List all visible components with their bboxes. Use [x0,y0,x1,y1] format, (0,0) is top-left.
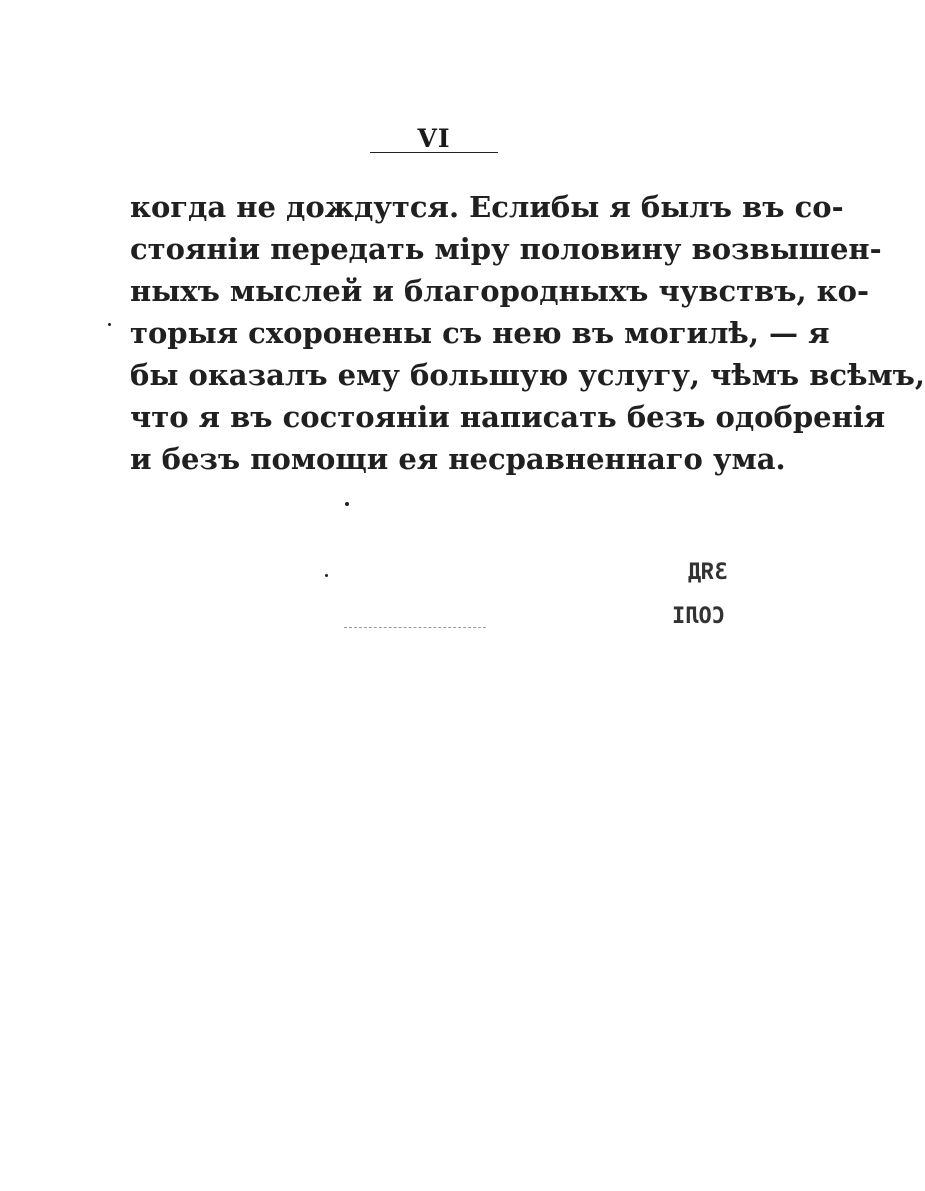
bleed-through-fragment: ЗЯД [688,560,728,585]
text-line: бы оказалъ ему большую услугу, чѣмъ всѣмъ, [130,358,925,392]
text-line: ныхъ мыслей и благородныхъ чувствъ, ко- [130,274,870,308]
ink-speck [325,574,328,577]
bleed-through-fragment: COЛI [672,604,725,629]
body-text [130,186,925,480]
text-line: торыя схоронены съ нею въ могилѣ, — я [130,316,830,350]
ink-speck [108,323,111,326]
text-line: стоянiи передать мiру половину возвышен- [130,232,882,266]
bleed-through-rule [344,627,486,628]
text-line: когда не дождутся. Еслибы я былъ въ со- [130,190,844,224]
ink-speck [345,502,349,506]
page-number: VI [417,124,451,153]
text-line: что я въ состоянiи написать безъ одобренiя [130,400,886,434]
header-rule [370,152,498,153]
text-line: и безъ помощи ея несравненнаго ума. [130,442,786,476]
